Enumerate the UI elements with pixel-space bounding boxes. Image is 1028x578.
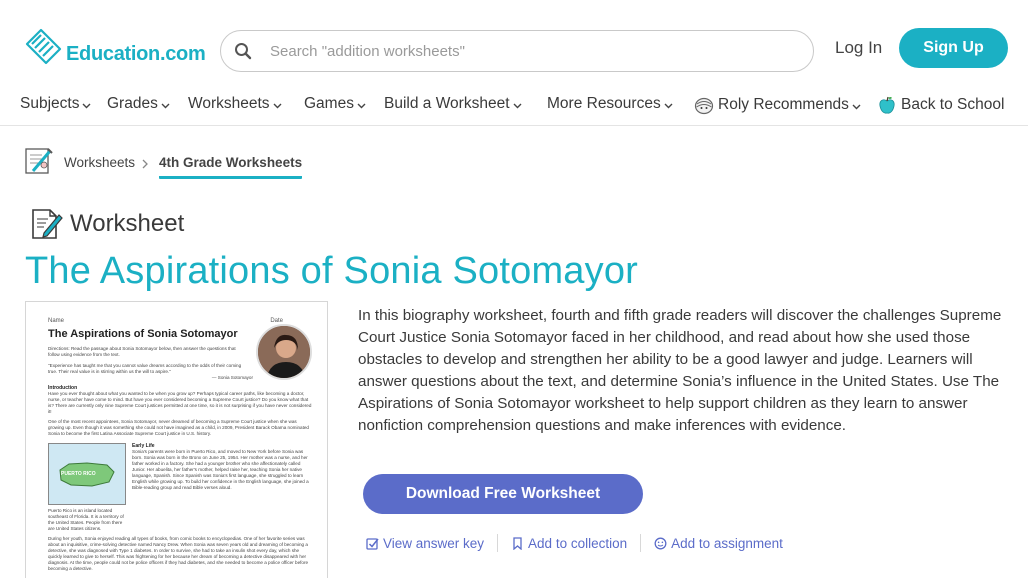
- thumbnail-early-text: Sonia's parents were born in Puerto Rico, and moved to New York before Sonia was born. Sonia was born in the Bronx on June 25, 1954. Her mother was a nurse, and her father worked in a factory. She had a younger brother who she affectionately called Junior. Her abuelita, her father's mother, helped raise her, teaching Sonia her native language, Spanish. Since Spanish was Sonia's first language, she struggled to learn English while growing up. To build her confidence in the English language, she joined a Bible-reading group and read Bible verses aloud.: [132, 449, 309, 490]
- nav-item-label: Grades: [107, 95, 158, 112]
- thumbnail-early-section: [48, 443, 313, 532]
- nav-item-label: Back to School: [901, 96, 1005, 113]
- chevron-down-icon: [852, 104, 861, 110]
- thumbnail-map-column: [48, 443, 126, 532]
- thumbnail-map: [48, 443, 126, 505]
- search-input[interactable]: [270, 43, 790, 60]
- view-answer-key-label: View answer key: [383, 535, 485, 551]
- action-divider: [497, 534, 498, 552]
- assignment-icon: [654, 537, 667, 550]
- breadcrumb: [24, 145, 302, 181]
- search-icon[interactable]: [234, 42, 252, 60]
- view-answer-key-link[interactable]: [366, 536, 484, 551]
- nav-item-subjects[interactable]: [20, 95, 91, 113]
- thumbnail-intro-text: Have you ever thought about what you wanted to be when you grow up? Perhaps typical career paths, like becoming a doctor, nurse, or teacher have come to mind. But have you ever considered becoming a Supreme Court justice? Do you know what that is? There are currently only nine Supreme Court justices permitted at one time, so it is not surprising if you have never considered it!: [48, 391, 312, 414]
- thumbnail-directions: Directions: Read the passage about Sonia Sotomayor below, then answer the questions that follow using evidence from the text.: [48, 346, 236, 357]
- thumbnail-map-label: PUERTO RICO: [61, 471, 96, 477]
- add-to-assignment-label: Add to assignment: [671, 535, 783, 551]
- page-title: The Aspirations of Sonia Sotomayor: [25, 250, 639, 292]
- thumbnail-quote: "Experience has taught me that you cannot value dreams according to the odds of their coming true. Their real value is in stirring within us the will to aspire.": [48, 363, 242, 374]
- thumbnail-intro-text-2: One of the most recent appointees, Sonia Sotomayor, never dreamed of becoming a Supreme Court justice when she was growing up. Even though it was something she could not have imagined as a child, in 2009, President Barack Obama nominated Sonia to become the first Latina Associate Supreme Court justice in U.S. history.: [48, 419, 309, 436]
- thumbnail-map-caption: Puerto Rico is an island located southeast of Florida. It is a territory of the United States. People from there are United States citizens.: [48, 508, 124, 531]
- apple-icon: [877, 95, 897, 115]
- nav-item-back-to-school[interactable]: [877, 95, 1004, 115]
- thumbnail-quote-author: — Sonia Sotomayor: [211, 375, 253, 380]
- thumbnail-name-date: [48, 318, 313, 324]
- chevron-down-icon: [357, 103, 366, 109]
- nav-item-label: Subjects: [20, 95, 80, 112]
- roly-icon: [694, 95, 714, 115]
- thumbnail-date-label: Date: [270, 318, 283, 324]
- nav-item-build-worksheet[interactable]: [384, 95, 522, 113]
- breadcrumb-home-icon[interactable]: [24, 145, 54, 175]
- add-to-assignment-link[interactable]: [654, 536, 783, 551]
- chevron-down-icon: [513, 103, 522, 109]
- site-logo[interactable]: [24, 28, 205, 66]
- nav-item-label: Worksheets: [188, 95, 270, 112]
- add-to-collection-link[interactable]: [511, 536, 627, 551]
- nav-item-label: Build a Worksheet: [384, 95, 510, 112]
- worksheet-thumbnail[interactable]: [25, 301, 328, 578]
- thumbnail-early-column: [132, 443, 313, 532]
- breadcrumb-current-grade[interactable]: 4th Grade Worksheets: [159, 155, 302, 179]
- nav-item-worksheets[interactable]: [188, 95, 282, 113]
- thumbnail-intro-heading: Introduction: [48, 385, 78, 391]
- resource-type: [30, 207, 184, 241]
- nav-item-label: Games: [304, 95, 354, 112]
- thumbnail-name-label: Name: [48, 318, 65, 324]
- nav-item-label: More Resources: [547, 95, 661, 112]
- breadcrumb-link-worksheets[interactable]: Worksheets: [64, 155, 136, 170]
- add-to-collection-label: Add to collection: [528, 535, 628, 551]
- nav-item-roly-recommends[interactable]: [694, 95, 861, 115]
- main-nav: [0, 88, 1028, 126]
- thumbnail-title: The Aspirations of Sonia Sotomayor: [48, 328, 238, 340]
- checkbox-icon: [366, 537, 379, 550]
- top-header: [0, 0, 1028, 88]
- resource-description: In this biography worksheet, fourth and fifth grade readers will discover the challenges Supreme Court Justice Sonia Sotomayor faced in her childhood, and read about how she used those obstacles to develop and strengthen her ability to be a good lawyer and judge. Learners will answer questions about the text, and determine Sonia’s influence in the United States. Use The Aspirations of Sonia Sotomayor worksheet to help support children as they learn to answer nonfiction comprehension questions and make inferences with evidence.: [358, 307, 1002, 434]
- download-button[interactable]: Download Free Worksheet: [363, 474, 643, 514]
- logo-icon: [24, 28, 62, 66]
- sotomayor-portrait: [256, 324, 312, 380]
- login-link[interactable]: Log In: [835, 38, 883, 57]
- chevron-down-icon: [82, 103, 91, 109]
- nav-item-grades[interactable]: [107, 95, 170, 113]
- worksheet-icon: [30, 207, 64, 241]
- nav-item-label: Roly Recommends: [718, 96, 849, 113]
- chevron-down-icon: [664, 103, 673, 109]
- nav-item-games[interactable]: [304, 95, 366, 113]
- action-divider: [640, 534, 641, 552]
- signup-button[interactable]: Sign Up: [899, 28, 1008, 68]
- nav-item-more-resources[interactable]: [547, 95, 673, 113]
- chevron-down-icon: [161, 103, 170, 109]
- search-bar: [220, 30, 814, 72]
- thumbnail-early-heading: Early Life: [132, 443, 155, 449]
- chevron-right-icon: [141, 159, 149, 169]
- bookmark-icon: [511, 537, 524, 550]
- thumbnail-early-text-2: During her youth, Sonia enjoyed reading all types of books, from comic books to encyclopedias. One of her favorite series was about an inquisitive, crime-solving detective named Nancy Drew. When Sonia was seven years old and dreaming of becoming a detective, she was diagnosed with Type 1 diabetes. In order to survive, she had to take an insulin shot every day, which she quickly learned to give to herself. This was frightening for her because her dream of becoming a detective disappeared with her diagnosis. At the time, people could not be police officers if they had diabetes, and she needed to become a police officer before becoming a detective.: [48, 536, 309, 571]
- resource-type-label: Worksheet: [70, 210, 185, 237]
- chevron-down-icon: [273, 103, 282, 109]
- resource-actions: [366, 533, 783, 553]
- logo-text: Education.com: [66, 43, 206, 65]
